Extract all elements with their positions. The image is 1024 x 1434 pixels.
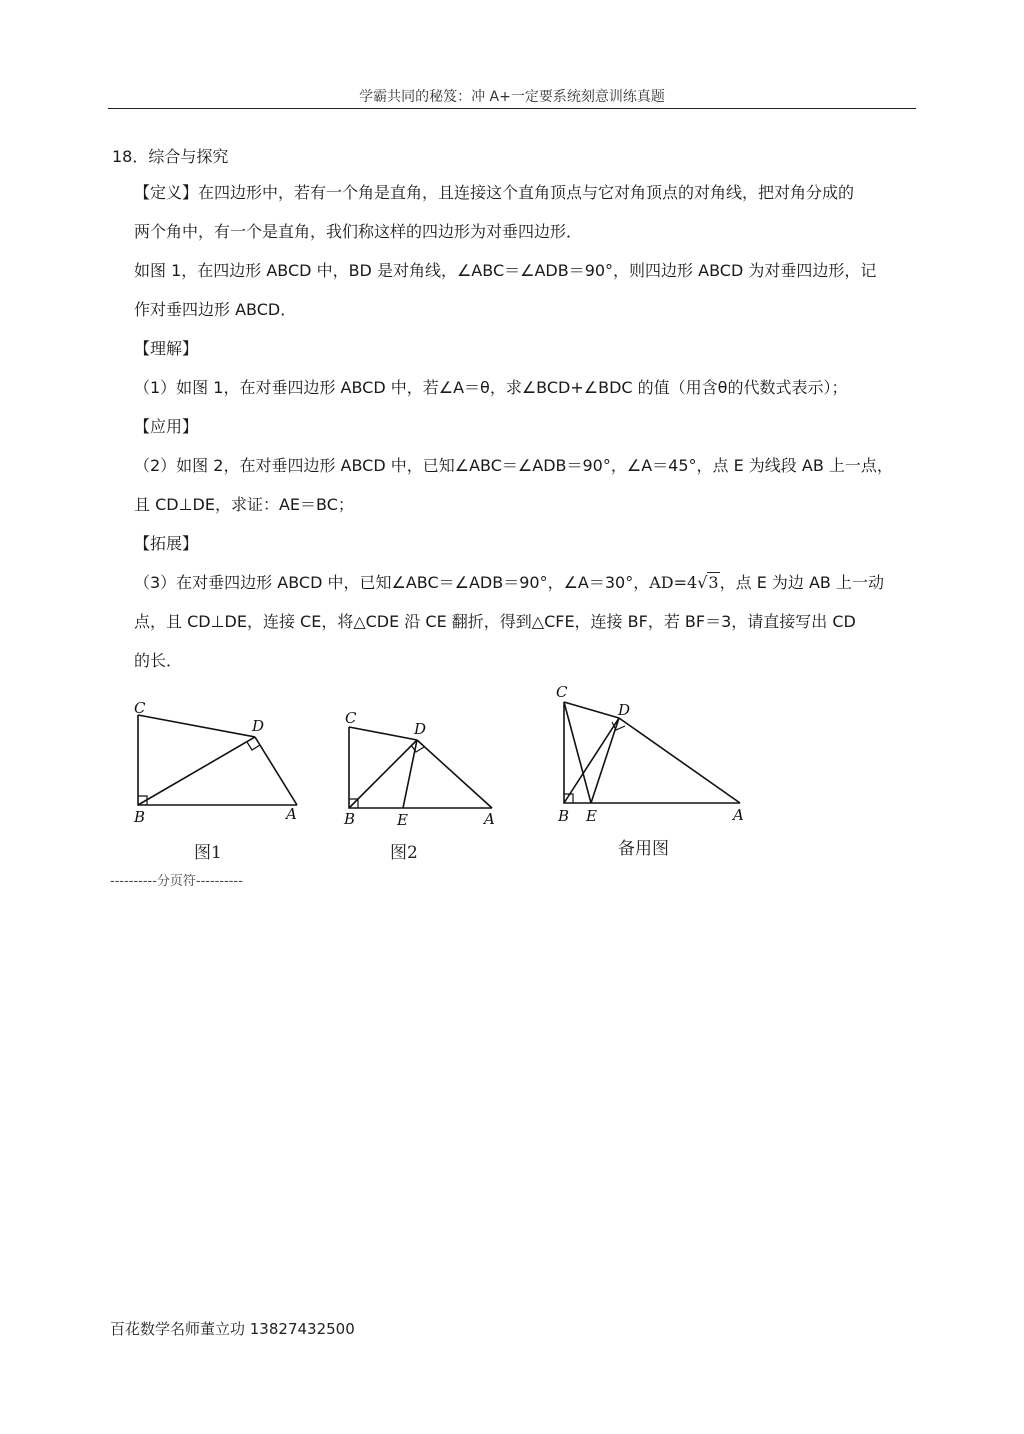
sqrt-radicand: 3 (708, 573, 719, 592)
fig1-segment-da (255, 737, 297, 805)
understand-label: 【理解】 (134, 339, 199, 358)
part3-line-1-c: ，点 E 为边 AB 上一动 (719, 573, 884, 592)
part3-line-2: 点，且 CD⊥DE，连接 CE，将△CDE 沿 CE 翻折，得到△CFE，连接 BF，若 BF＝3，请直接写出 CD (134, 612, 856, 631)
fig3-label-c: C (556, 683, 568, 701)
fig2-label-e: E (397, 811, 408, 829)
fig1-segment-cd (138, 715, 255, 737)
page-header: 学霸共同的秘笈：冲 A+一定要系统刻意训练真题 (359, 89, 665, 105)
extend-label: 【拓展】 (134, 534, 199, 553)
part3-line-1-a: （3）在对垂四边形 ABCD 中，已知∠ABC＝∠ADB＝90°，∠A＝30°， (134, 573, 650, 592)
fig1-label-c: C (134, 699, 146, 717)
fig3-caption: 备用图 (618, 839, 669, 859)
fig3-label-a: A (733, 806, 744, 824)
example-line-1: 如图 1，在四边形 ABCD 中，BD 是对角线，∠ABC＝∠ADB＝90°，则四边形 ABCD 为对垂四边形，记 (134, 261, 877, 280)
fig1-label-b: B (134, 808, 146, 826)
fig2-segment-da (417, 740, 492, 808)
part3-line-3: 的长． (134, 651, 183, 670)
fig3-segment-cd (564, 702, 619, 718)
fig2-caption: 图2 (390, 843, 418, 863)
fig3-segment-ce (564, 702, 591, 803)
figure-backup (548, 680, 758, 830)
question-title: 18．综合与探究 (112, 147, 229, 166)
definition-line-2: 两个角中，有一个是直角，我们称这样的四边形为对垂四边形． (134, 222, 583, 241)
apply-label: 【应用】 (134, 417, 199, 436)
fig2-angle-cba (349, 727, 492, 808)
header-rule (108, 108, 916, 109)
fig3-label-d: D (618, 701, 631, 719)
fig2-right-angle-d (411, 745, 424, 752)
page-break-marker: ----------分页符---------- (110, 874, 243, 889)
fig2-label-b: B (344, 810, 356, 828)
fig1-caption: 图1 (194, 843, 222, 863)
example-line-2: 作对垂四边形 ABCD． (134, 300, 297, 319)
sqrt-sign: √3 (697, 573, 719, 592)
definition-line-1: 【定义】在四边形中，若有一个角是直角，且连接这个直角顶点与它对角顶点的对角线，把对角分成的 (134, 183, 855, 202)
fig3-label-b: B (558, 807, 570, 825)
part2-line-1: （2）如图 2，在对垂四边形 ABCD 中，已知∠ABC＝∠ADB＝90°，∠A＝45°，点 E 为线段 AB 上一点， (134, 456, 893, 475)
fig2-diagonal-bd (349, 740, 417, 808)
figure-2 (337, 705, 507, 835)
part2-line-2: 且 CD⊥DE，求证：AE＝BC； (134, 495, 354, 514)
fig1-label-d: D (252, 717, 265, 735)
fig3-angle-cba (564, 702, 740, 803)
part3-ad-expression: AD=4 (649, 573, 698, 592)
fig2-label-c: C (345, 709, 357, 727)
part1-text: （1）如图 1，在对垂四边形 ABCD 中，若∠A＝θ，求∠BCD+∠BDC 的值（用含θ的代数式表示）； (134, 378, 848, 397)
fig2-label-d: D (414, 720, 427, 738)
fig2-segment-cd (349, 727, 417, 740)
fig1-diagonal-bd (138, 737, 255, 805)
fig3-right-angle-d (612, 722, 625, 730)
fig2-label-a: A (484, 810, 495, 828)
fig3-label-e: E (586, 807, 597, 825)
part3-line-1 (134, 563, 924, 602)
fig1-label-a: A (286, 805, 297, 823)
page-footer: 百花数学名师董立功 13827432500 (110, 1320, 355, 1338)
figure-1 (125, 695, 310, 830)
fig3-segment-da (619, 718, 740, 803)
fig3-segment-de (591, 718, 619, 803)
